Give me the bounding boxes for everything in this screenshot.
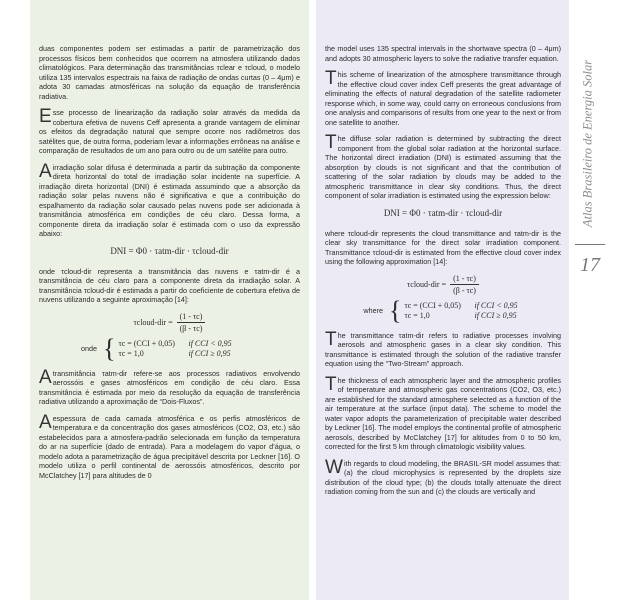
atlas-title: Atlas Brasileiro de Energia Solar — [580, 59, 595, 228]
english-column — [316, 0, 569, 600]
paragraph: A transmitância τatm-dir refere-se aos processos radiativos envolvendo aerossóis e gases atmosféricos em condição de céu claro. Essa transmitância é estimada por meio da resolução da equação de transferência radiativa utilizando a aproximação de “Dois-Fluxos”. — [39, 366, 300, 406]
paragraph: With regards to cloud modeling, the BRASIL-SR model assumes that: (a) the cloud microphysics is represented by the droplets size distribution of the cloud type; (b) the clouds totally attenuate the direct radiation coming from the sun and (c) the clouds are vertically and — [325, 456, 561, 496]
drop-cap: A — [39, 366, 52, 388]
drop-cap: T — [325, 132, 337, 153]
page-number: 17 — [580, 254, 600, 276]
drop-cap: T — [325, 373, 337, 395]
divider — [575, 244, 605, 245]
dni-equation: DNI = Φ0 · τatm-dir · τcloud-dir — [383, 207, 503, 218]
dni-equation: DNI = Φ0 · τatm-dir · τcloud-dir — [110, 245, 229, 256]
drop-cap: A — [39, 411, 52, 433]
paragraph: The diffuse solar radiation is determined by subtracting the direct component from the global solar radiation at the horizontal surface. The horizontal direct irradiation (DNI) is estimated assuming that the absorption by clouds is not significant and that the contribution of scattering of the solar radiation by clouds may be added to the atmospheric transmittance in clear sky conditions. Thus, the direct component of solar irradiation is estimated using the expression below: — [325, 132, 561, 200]
paragraph: Esse processo de linearização da radiação solar através da medida da cobertura efetiva de nuvens Ceff apresenta a grande vantagem de eliminar os efeitos da degradação natural que sempre ocorre nos radiômetros dos satélites que, de outra forma, poderiam levar a informações errôneas na análise e comparação de resultados de um ano para outro ou de um satélite para outro. — [39, 106, 300, 155]
paragraph: the model uses 135 spectral intervals in the shortwave spectra (0 – 4μm) and adopts 30 atmospheric layers to solve the radiative transfer equation. — [325, 44, 561, 63]
paragraph: A irradiação solar difusa é determinada a partir da subtração da componente direta horizontal do total de irradiação solar incidente na superfície. A irradiação direta horizontal (DNI) é estimada assumindo que a absorção da radiação solar pelas nuvens não é significativa e que a contribuição do espalhamento da radiação solar causado pelas nuvens pode ser adicionada à transmitância atmosférica em condições de céu claro. Dessa forma, a componente direta da irradiação solar é estimada com o uso da expressão abaixo: — [39, 160, 300, 238]
drop-cap: A — [39, 160, 52, 182]
paragraph: A espessura de cada camada atmosférica e os perfis atmosféricos de temperatura e da concentração dos gases atmosféricos (CO2, O3, etc.) são estabelecidos para a atmosfera-padrão selecionada em função da temperatura do ar na superfície (dado de entrada). Para a modelagem do vapor d’água, o modelo adota a parametrização de água precipitável descrita por Leckner [16]. O modelo utiliza o perfil continental de aerossóis atmosféricos, descrito por McClatchey [17] para altitudes de 0 — [39, 411, 300, 480]
paragraph: onde τcloud-dir representa a transmitância das nuvens e τatm-dir é a transmitância de céu claro para a componente direta da irradiação solar. A transmitância τcloud-dir é estimada a partir do coeficiente de cobertura efetiva de nuvens utilizando a seguinte aproximação [14]: — [39, 266, 300, 304]
drop-cap: T — [325, 68, 337, 89]
cloud-transmittance-equation: τcloud-dir = $\frac{(1 - \tau c)}{(\beta - \tau c)}$ — [39, 312, 300, 333]
piecewise-equation: onde { τc = (CCI + 0,05) if CCI < 0,95 τc = 1,0 if CCI ≥ 0,95 — [81, 333, 232, 363]
portuguese-column — [30, 0, 309, 600]
drop-cap: T — [325, 328, 337, 350]
paragraph: The thickness of each atmospheric layer and the atmospheric profiles of temperature and atmospheric gas concentrations (CO2, O3, etc.) are established for the standard atmosphere selected as a function of the air temperature at the surface (input data). The scheme to model the water vapor adopts the parameterization of precipitable water described by Leckner [16]. The model employs the continental profile of atmospheric aerosols, described by McClatchey [17] for altitudes from 0 to 50 km, corrected for the first 5 km through climatologic visibility values. — [325, 373, 561, 451]
paragraph: where τcloud-dir represents the cloud transmittance and τatm-dir is the clear sky transmittance for the direct solar irradiation component. Transmittance τcloud-dir is estimated from the effective cloud cover index using the following approximation [14]: — [325, 228, 561, 266]
paragraph: The transmittance τatm-dir refers to radiative processes involving aerosols and atmospheric gases in a clear sky condition. This transmittance is estimated through the solution of the radiative transfer equation using the “Two-Stream” approach. — [325, 328, 561, 368]
piecewise-equation: where { τc = (CCI + 0,05) if CCI < 0,95 τc = 1,0 if CCI ≥ 0,95 — [363, 295, 518, 325]
paragraph: duas componentes podem ser estimadas a partir de parametrização dos processos físicos bem conhecidos que ocorrem na atmosfera utilizando dados climatológicos. Para determinação das transmitâncias τclear e τcloud, o modelo utiliza 135 intervalos espectrais na faixa de radiação de ondas curtas (0 – 4μm) e adota 30 camadas atmosféricas na solução da equação de transferência radiativa. — [39, 44, 300, 101]
paragraph: This scheme of linearization of the atmosphere transmittance through the effective cloud cover index Ceff presents the great advantage of eliminating the effects of natural degradation of the satellite radiometer response which, in some way, could carry on erroneous conclusions from one analysis and comparisons of results from one year to the next or from one satellite to another. — [325, 68, 561, 127]
drop-cap: E — [39, 106, 52, 127]
cloud-transmittance-equation: τcloud-dir = $\frac{(1 - \tau c)}{(\beta - \tau c)}$ — [325, 274, 561, 295]
drop-cap: W — [325, 456, 343, 478]
